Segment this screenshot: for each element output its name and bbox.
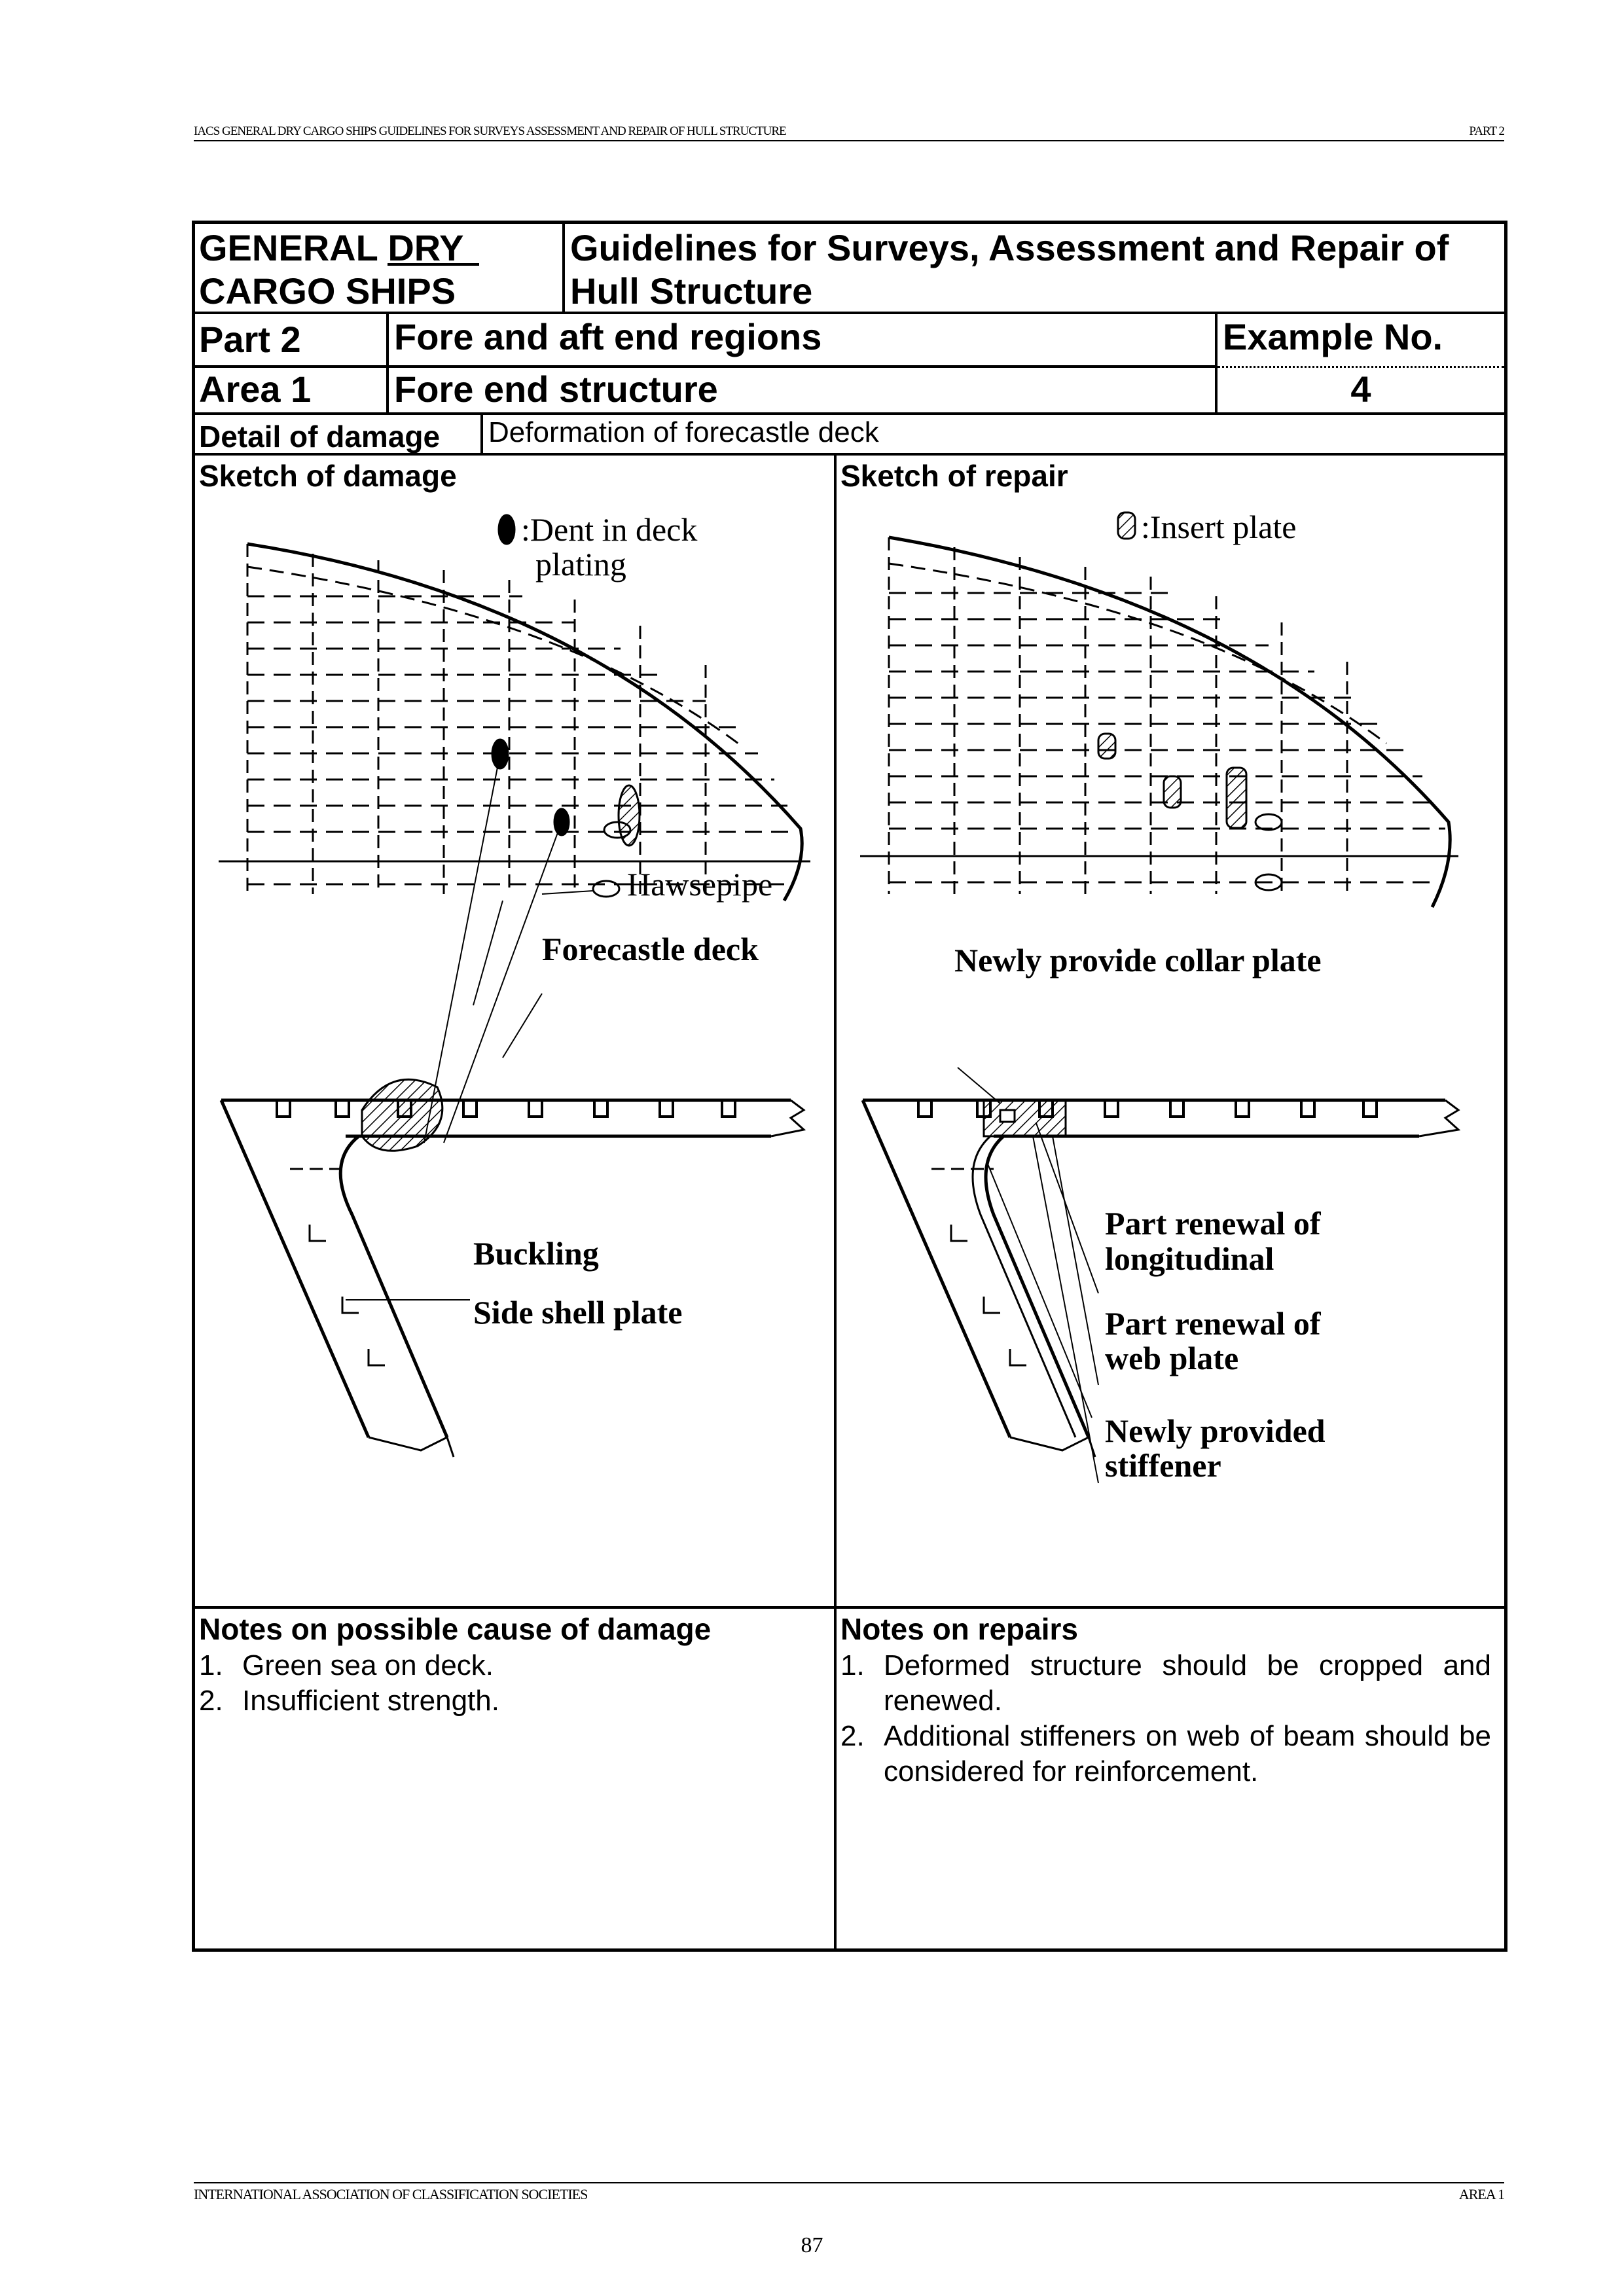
renewal-web-line2: web plate <box>1105 1340 1239 1376</box>
list-item: 2. Insufficient strength. <box>199 1685 499 1717</box>
dent-legend-line2: plating <box>535 546 626 583</box>
notes-cause-panel <box>195 1609 837 1948</box>
renewal-longitudinal-line2: longitudinal <box>1105 1240 1274 1277</box>
insert-legend: :Insert plate <box>1141 509 1297 545</box>
notes-repairs-heading: Notes on repairs <box>840 1612 1078 1646</box>
running-header-title: IACS GENERAL DRY CARGO SHIPS GUIDELINES FOR SURVEYS ASSESSMENT AND REPAIR OF HULL STRUCTURE <box>194 124 786 138</box>
list-item: 1. Deformed structure should be cropped and renewed. <box>840 1649 1491 1717</box>
sketch-damage-heading: Sketch of damage <box>199 459 457 493</box>
sketch-repair-heading: Sketch of repair <box>840 459 1068 493</box>
list-item: 1. Green sea on deck. <box>199 1649 494 1681</box>
area-label: Area 1 <box>195 368 389 415</box>
page-number: 87 <box>801 2233 823 2257</box>
guideline-title-line2: Hull Structure <box>570 270 813 312</box>
forecastle-deck-label: Forecastle deck <box>542 931 759 967</box>
ship-type-cell <box>195 224 565 314</box>
running-footer <box>194 2182 1504 2203</box>
detail-value: Deformation of forecastle deck <box>483 415 1504 456</box>
new-stiffener-line2: stiffener <box>1105 1447 1221 1484</box>
running-header-part: PART 2 <box>1469 124 1504 138</box>
renewal-longitudinal-line1: Part renewal of <box>1105 1205 1321 1242</box>
hawsepipe-label: Hawsepipe <box>627 866 773 903</box>
notes-cause-heading: Notes on possible cause of damage <box>199 1612 712 1646</box>
renewal-web-line1: Part renewal of <box>1105 1305 1321 1342</box>
notes-repairs-panel <box>837 1609 1504 1948</box>
footer-area: AREA 1 <box>1458 2186 1504 2202</box>
notes-cause-list <box>199 1648 834 1719</box>
guideline-title-line1: Guidelines for Surveys, Assessment and Repair of <box>570 227 1449 268</box>
running-header <box>194 123 1504 141</box>
list-item: 2. Additional stiffeners on web of beam should be considered for reinforcement. <box>840 1720 1491 1787</box>
part-label: Part 2 <box>195 314 389 368</box>
example-number: 4 <box>1218 368 1504 415</box>
new-stiffener-line1: Newly provided <box>1105 1412 1326 1449</box>
detail-label: Detail of damage <box>195 415 483 456</box>
buckling-label: Buckling <box>473 1235 599 1272</box>
dent-legend-line1: :Dent in deck <box>521 511 698 548</box>
sketch-repair-drawing <box>837 456 1502 1606</box>
footer-organisation: INTERNATIONAL ASSOCIATION OF CLASSIFICATION SOCIETIES <box>194 2186 588 2202</box>
area-title: Fore end structure <box>389 368 1218 415</box>
collar-plate-label: Newly provide collar plate <box>954 942 1322 978</box>
side-shell-label: Side shell plate <box>473 1294 683 1331</box>
ship-type-line2: CARGO SHIPS <box>199 270 456 312</box>
part-title: Fore and aft end regions <box>389 314 1218 368</box>
guideline-title-cell <box>565 224 1504 314</box>
example-sheet <box>192 221 1507 1952</box>
sketch-damage-panel <box>195 456 837 1609</box>
notes-repairs-list <box>840 1648 1491 1789</box>
sketch-damage-drawing <box>195 456 834 1606</box>
example-label: Example No. <box>1218 314 1504 368</box>
sketch-repair-panel <box>837 456 1504 1609</box>
ship-type-line1: GENERAL DRY <box>199 227 464 268</box>
dry-underline <box>388 263 479 266</box>
